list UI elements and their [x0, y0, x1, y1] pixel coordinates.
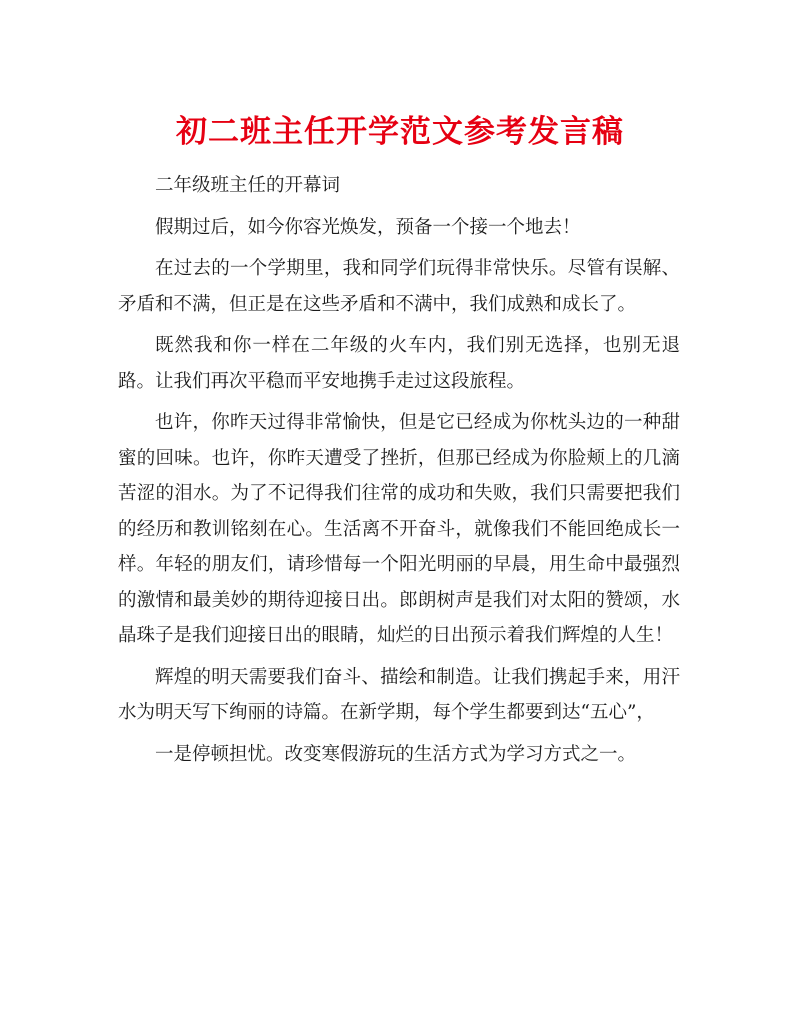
paragraph-1: 假期过后，如今你容光焕发，预备一个接一个地去！: [155, 216, 581, 238]
document-title: 初二班主任开学范文参考发言稿: [176, 114, 624, 150]
speech-subtitle: 二年级班主任的开幕词: [155, 175, 341, 196]
document-body: [118, 168, 680, 778]
paragraph-6: 一是停顿担忧。改变寒假游玩的生活方式为学习方式之一。: [155, 743, 637, 765]
paragraph-5: 辉煌的明天需要我们奋斗、描绘和制造。让我们携起手来，用汗水为明天写下绚丽的诗篇。在新学期，每个学生都要到达“五心”，: [118, 666, 680, 723]
paragraph-3: 既然我和你一样在二年级的火车内，我们别无选择，也别无退路。让我们再次平稳而平安地携手走过这段旅程。: [118, 335, 680, 392]
paragraph-2: 在过去的一个学期里，我和同学们玩得非常快乐。尽管有误解、矛盾和不满，但正是在这些矛盾和不满中，我们成熟和成长了。: [118, 258, 680, 315]
paragraph-4: 也许，你昨天过得非常愉快，但是它已经成为你枕头边的一种甜蜜的回味。也许，你昨天遭受了挫折，但那已经成为你脸颊上的几滴苦涩的泪水。为了不记得我们往常的成功和失败，我们只需要把我们的经历和教训铭刻在心。生活离不开奋斗，就像我们不能回绝成长一样。年轻的朋友们，请珍惜每一个阳光明丽的早晨，用生命中最强烈的激情和最美妙的期待迎接日出。郎朗树声是我们对太阳的赞颂，水晶珠子是我们迎接日出的眼睛，灿烂的日出预示着我们辉煌的人生！: [118, 412, 680, 646]
